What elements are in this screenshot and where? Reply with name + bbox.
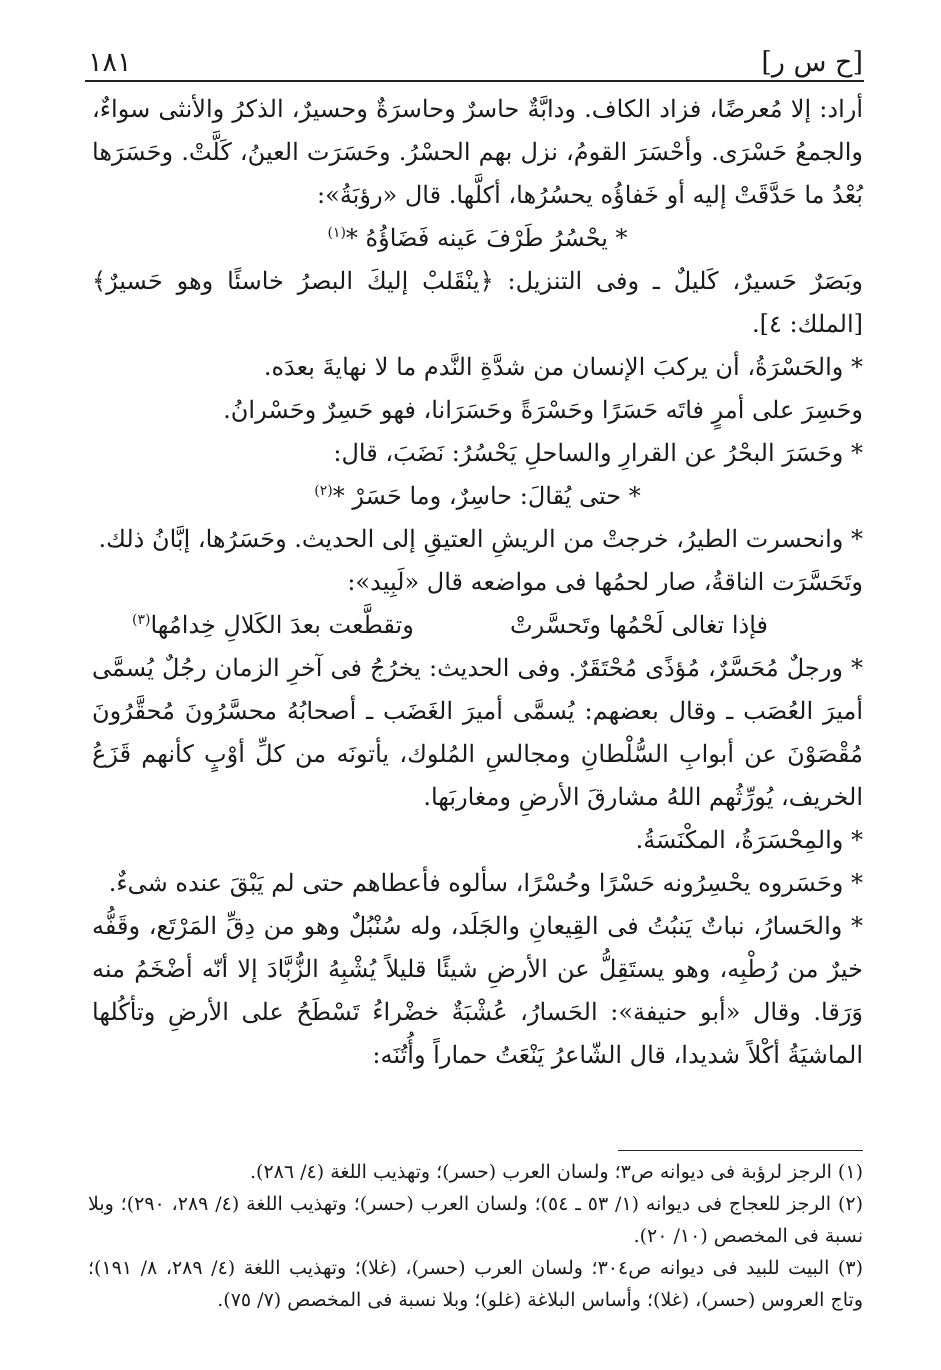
paragraph: أراد: إلا مُعرضًا، فزاد الكاف. ودابَّةٌ حاسرٌ وحاسرَةٌ وحسيرٌ، الذكرُ والأنثى سواءٌ، والجمعُ حَسْرَى. وأحْسَرَ القومُ، نزل بهم الحسْرُ. وحَسَرَت العينُ، كَلَّتْ. وحَسَرَها بُعْدُ ما حَدَّقَتْ إليه أو خَفاؤُه يحسُرُها، أكلَّها. قال «رؤبَةُ»: — [92, 95, 863, 209]
paragraph: * والحَسارُ، نباتٌ يَنبُتُ فى القِيعانِ والجَلَد، وله سُنْبُلٌ وهو من دِقِّ المَرْتَع، وقَفُّه خيرٌ من رُطْبِه، وهو يستَقِلُّ عن الأرضِ شيئًا قليلاً يُشْبِهُ الزُّبَّادَ إلا أنّه أضْخَمُ منه وَرَقا. وقال «أبو حنيفة»: الحَسارُ، عُشْبَةٌ خضْراءُ تَسْطَحُ على الأرضِ وتأكُلها الماشيَةُ أكْلاً شديدا، قال الشّاعرُ يَنْعَتُ حماراً وأُتُنَه: — [92, 912, 864, 1069]
footnote-ref: (٣) — [132, 612, 151, 628]
footnote-ref: (١) — [327, 225, 346, 241]
footnote-ref: (٢) — [314, 483, 333, 499]
paragraph: وحَسِرَ على أمرٍ فاتَه حَسَرًا وحَسْرَةً وحَسَرَانا، فهو حَسِرٌ وحَسْرانُ. — [223, 396, 863, 424]
root-label: [ح س ر] — [761, 47, 863, 78]
page-number: ١٨١ — [88, 47, 132, 78]
paragraph: * والحَسْرَةُ، أن يركبَ الإنسان من شدَّةِ النَّدم ما لا نهايةَ بعدَه. — [263, 353, 863, 381]
couplet-text: وتقطَّعت بعدَ الكَلالِ خِدامُها — [150, 611, 414, 639]
poetry-couplet — [92, 604, 863, 647]
couplet-first-hemistich: فإذا تغالى لَحْمُها وتَحسَّرتْ — [510, 611, 768, 639]
paragraph: * ورجلٌ مُحَسَّرٌ، مُؤذًى مُحْتَقَرٌ. وفى الحديث: يخرُجُ فى آخرِ الزمان رجُلٌ يُسمَّى أميرَ العُصَب ـ وقال بعضهم: يُسمَّى أميرَ الغَضَب ـ أصحابُهُ محسَّرُونَ مُحقَّرُونَ مُقْصَوْنَ عن أبوابِ السُّلْطانِ ومجالسِ المُلوك، يأتونَه من كلِّ أوْبٍ كأنهم قَزَعُ الخريف، يُورِّثُهم اللهُ مشارقَ الأرضِ ومغاربَها. — [92, 654, 863, 811]
verse-text: * حتى يُقالَ: حاسِرٌ، وما حَسَرْ * — [332, 482, 641, 510]
footnote-divider — [618, 1150, 863, 1151]
entry-body — [92, 88, 863, 1077]
couplet-second-hemistich — [132, 604, 414, 647]
paragraph: وبَصَرٌ حَسيرٌ، كَليلٌ ـ وفى التنزيل: ﴿ينْقَلبْ إليكَ البصرُ خاسئًا وهو حَسيرٌ﴾ [الملك: ٤]. — [92, 267, 863, 338]
paragraph: * وحَسَرَ البحْرُ عن القرارِ والساحلِ يَحْسُرُ: نَضَبَ، قال: — [333, 439, 863, 467]
footnotes — [88, 1156, 863, 1316]
footnote: (١) الرجز لرؤبة فى ديوانه ص٣؛ ولسان العرب (حسر)؛ وتهذيب اللغة (٤/ ٢٨٦). — [250, 1161, 863, 1183]
verse-text: * يحْسُرُ طَرْفَ عَينه فَضَاؤُهُ * — [345, 224, 628, 252]
page-header — [88, 38, 863, 78]
paragraph: وتَحَسَّرَت الناقةُ، صار لحمُها فى مواضعه قال «لَبِيد»: — [347, 568, 863, 596]
paragraph: * وحَسَروه يحْسِرُونه حَسْرًا وحُسْرًا، سألوه فأعطاهم حتى لم يَبْقَ عنده شىءٌ. — [108, 869, 863, 897]
verse-line — [92, 217, 863, 260]
footnote: (٣) البيت للبيد فى ديوانه ص٣٠٤؛ ولسان العرب (حسر)، (غلا)؛ وتهذيب اللغة (٤/ ٢٨٩، ٨/ ١٩١)؛ وتاج العروس (حسر)، (غلا)؛ وأساس البلاغة (غلو)؛ وبلا نسبة فى المخصص (٧/ ٧٥). — [88, 1257, 863, 1311]
paragraph: * وانحسرت الطيرُ، خرجتْ من الريشِ العتيقِ إلى الحديث. وحَسَرُها، إبَّانُ ذلك. — [98, 525, 863, 553]
footnote: (٢) الرجز للعجاج فى ديوانه (١/ ٥٣ ـ ٥٤)؛ ولسان العرب (حسر)؛ وتهذيب اللغة (٤/ ٢٨٩، ٢٩٠)؛ وبلا نسبة فى المخصص (١٠/ ٢٠). — [88, 1193, 863, 1247]
paragraph: * والمِحْسَرَةُ، المكْنَسَةُ. — [635, 826, 863, 854]
header-divider — [85, 80, 864, 82]
verse-line — [92, 475, 863, 518]
